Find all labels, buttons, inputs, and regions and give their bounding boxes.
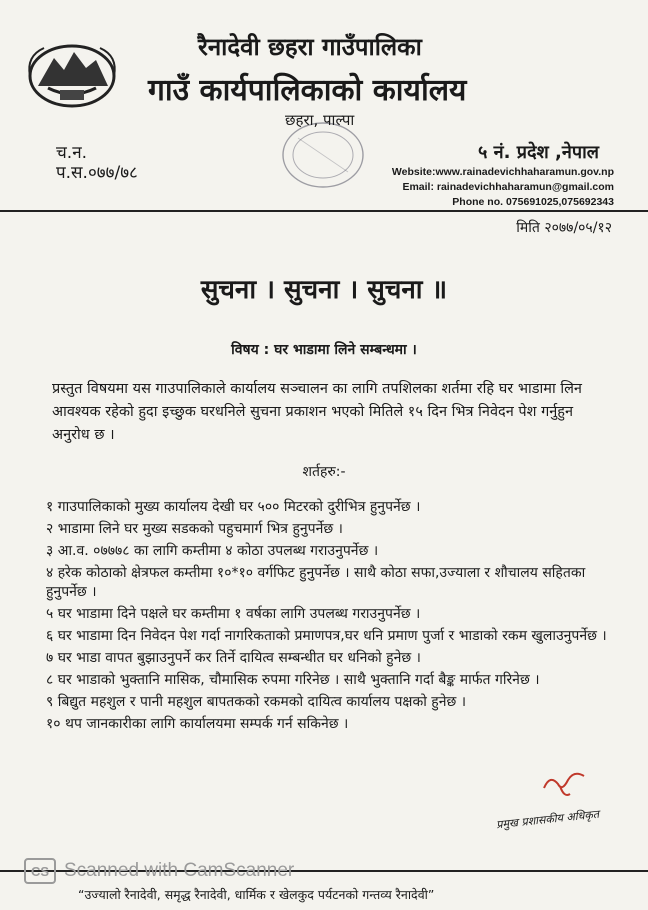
nepal-emblem-icon xyxy=(24,36,120,110)
intro-paragraph: प्रस्तुत विषयमा यस गाउपालिकाले कार्यालय सञ्चालन का लागि तपशिलका शर्तमा रहि घर भाडामा लिन आवश्यक रहेको हुदा इच्छुक घरधनिले सुचना प्रकाशन भएको मितिले १५ दिन भित्र निवेदन पेश गर्नुहुन अनुरोध छ । xyxy=(52,381,582,443)
scanner-watermark xyxy=(24,858,294,884)
office-title: गाउँ कार्यपालिकाको कार्यालय xyxy=(148,73,467,108)
date-label: मिति २०७७/०५/१२ xyxy=(516,220,612,236)
dispatch-number: च.न. xyxy=(56,143,88,163)
condition-item: २ भाडामा लिने घर मुख्य सडकको पहुचमार्ग भित्र हुनुपर्नेछ । xyxy=(46,521,343,537)
header-divider xyxy=(0,210,648,212)
email-line: Email: rainadevichhaharamun@gmail.com xyxy=(402,181,614,193)
conditions-list xyxy=(46,498,622,737)
condition-item: १० थप जानकारीका लागि कार्यालयमा सम्पर्क गर्न सकिनेछ । xyxy=(46,716,349,732)
condition-item: ९ बिद्युत महशुल र पानी महशुल बापतकको रकमको दायित्व कार्यालय पक्षको हुनेछ । xyxy=(46,694,467,710)
condition-item: ४ हरेक कोठाको क्षेत्रफल कम्तीमा १०*१० वर्गफिट हुनुपर्नेछ । साथै कोठा सफा,उज्याला र शौचालय सहितका हुनुपर्नेछ । xyxy=(46,565,586,600)
signature-icon xyxy=(540,764,590,804)
footer-slogan: “उज्यालो रैनादेवी, समृद्ध रैनादेवी, धार्मिक र खेलकुद पर्यटनको गन्तव्य रैनादेवी” xyxy=(78,887,435,902)
condition-item: ६ घर भाडामा दिन निवेदन पेश गर्दा नागरिकताको प्रमाणपत्र,घर धनि प्रमाण पुर्जा र भाडाको रकम खुलाउनुपर्नेछ । xyxy=(46,628,607,644)
municipality-title: रैनादेवी छहरा गाउँपालिका xyxy=(198,33,422,61)
letter-number: प.स.०७७/७८ xyxy=(56,163,138,183)
location-line: छहरा, पाल्पा xyxy=(285,111,355,129)
condition-item: ८ घर भाडाको भुक्तानि मासिक, चौमासिक रुपमा गरिनेछ । साथै भुक्तानि गर्दा बैङ्क मार्फत गरिनेछ । xyxy=(46,672,540,688)
condition-item: ७ घर भाडा वापत बुझाउनुपर्ने कर तिर्ने दायित्व सम्बन्धीत घर धनिको हुनेछ । xyxy=(46,650,421,666)
condition-item: ५ घर भाडामा दिने पक्षले घर कम्तीमा १ वर्षका लागि उपलब्ध गराउनुपर्नेछ । xyxy=(46,606,421,622)
conditions-heading: शर्तहरु:- xyxy=(302,464,346,480)
notice-heading: सुचना । सुचना । सुचना ॥ xyxy=(200,275,448,305)
camscanner-icon: CS xyxy=(24,858,56,884)
condition-item: ३ आ.व. ०७७७८ का लागि कम्तीमा ४ कोठा उपलब्ध गराउनुपर्नेछ । xyxy=(46,543,379,559)
province-label: ५ नं. प्रदेश ,नेपाल xyxy=(478,142,599,163)
signer-title: प्रमुख प्रशासकीय अधिकृत xyxy=(495,807,600,832)
scanner-text: Scanned with CamScanner xyxy=(64,860,295,881)
phone-line: Phone no. 075691025,075692343 xyxy=(452,196,614,208)
condition-item: १ गाउपालिकाको मुख्य कार्यालय देखी घर ५०० मिटरको दुरीभित्र हुनुपर्नेछ । xyxy=(46,499,421,515)
website-line: Website:www.rainadevichhaharamun.gov.np xyxy=(391,166,614,178)
subject-line: विषय : घर भाडामा लिने सम्बन्धमा । xyxy=(231,342,417,358)
